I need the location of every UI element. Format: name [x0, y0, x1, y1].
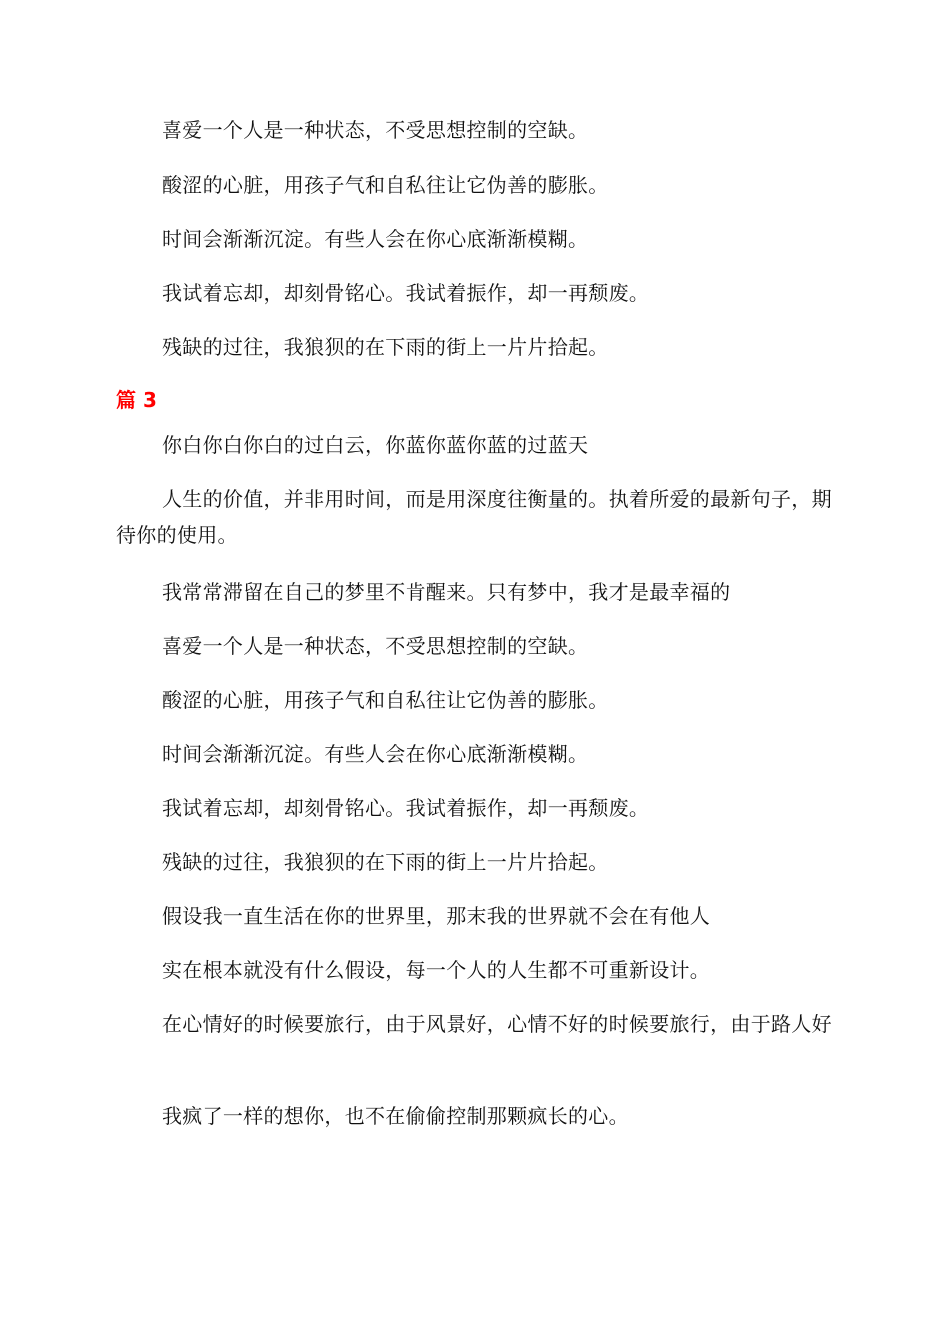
paragraph: 时间会渐渐沉淀。有些人会在你心底渐渐模糊。: [162, 742, 589, 766]
paragraph: 我试着忘却，却刻骨铭心。我试着振作，却一再颓废。: [162, 796, 650, 820]
paragraph: 我常常滞留在自己的梦里不肯醒来。只有梦中，我才是最幸福的: [162, 580, 731, 604]
paragraph: 我疯了一样的想你，也不在偷偷控制那颗疯长的心。: [162, 1104, 629, 1128]
paragraph: 残缺的过往，我狼狈的在下雨的街上一片片拾起。: [162, 850, 609, 874]
paragraph: 我试着忘却，却刻骨铭心。我试着振作，却一再颓废。: [162, 281, 650, 305]
paragraph: 残缺的过往，我狼狈的在下雨的街上一片片拾起。: [162, 335, 609, 359]
paragraph: 喜爱一个人是一种状态，不受思想控制的空缺。: [162, 118, 589, 142]
paragraph: 酸涩的心脏，用孩子气和自私往让它伪善的膨胀。: [162, 688, 609, 712]
paragraph: 假设我一直生活在你的世界里，那末我的世界就不会在有他人: [162, 904, 711, 928]
paragraph: 喜爱一个人是一种状态，不受思想控制的空缺。: [162, 634, 589, 658]
paragraph: 酸涩的心脏，用孩子气和自私往让它伪善的膨胀。: [162, 173, 609, 197]
paragraph: 实在根本就没有什么假设，每一个人的人生都不可重新设计。: [162, 958, 711, 982]
section-heading: 篇 3: [116, 388, 157, 412]
paragraph: 在心情好的时候要旅行，由于风景好，心情不好的时候要旅行，由于路人好: [162, 1012, 832, 1036]
paragraph: 人生的价值，并非用时间，而是用深度往衡量的。执着所爱的最新句子，期待你的使用。: [116, 487, 832, 547]
paragraph: 你白你白你白的过白云，你蓝你蓝你蓝的过蓝天: [162, 433, 589, 457]
paragraph: 时间会渐渐沉淀。有些人会在你心底渐渐模糊。: [162, 227, 589, 251]
